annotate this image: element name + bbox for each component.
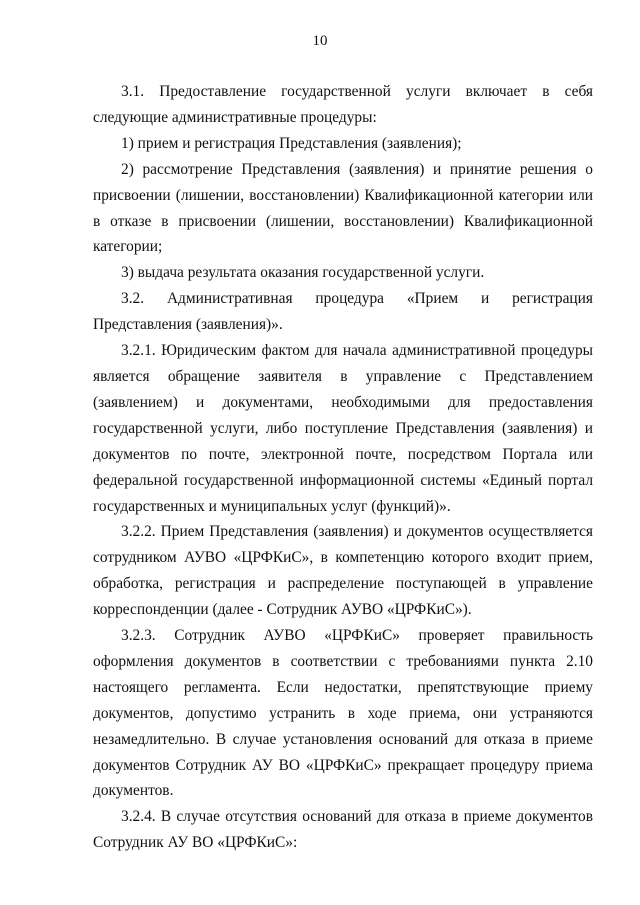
paragraph-3-2-2: 3.2.2. Прием Представления (заявления) и документов осуществляется сотрудником АУВО «ЦРФКиС», в компетенцию которого входит прием, обработка, регистрация и распределение поступающей в управление корреспонденции (далее - Сотрудник АУВО «ЦРФКиС»).: [93, 523, 593, 619]
paragraph-3-2-3: 3.2.3. Сотрудник АУВО «ЦРФКиС» проверяет правильность оформления документов в соответствии с требованиями пункта 2.10 настоящего регламента. Если недостатки, препятствующие приему документов, допустимо устранить в ходе приема, они устраняются незамедлительно. В случае установления оснований для отказа в приеме документов Сотрудник АУ ВО «ЦРФКиС» прекращает процедуру приема документов.: [93, 627, 593, 800]
paragraph-3-1: 3.1. Предоставление государственной услуги включает в себя следующие административные процедуры:: [93, 83, 593, 126]
list-item-2: 2) рассмотрение Представления (заявления) и принятие решения о присвоении (лишении, восстановлении) Квалификационной категории или в отказе в присвоении (лишении, восстановлении) Квалификационной категории;: [93, 160, 593, 256]
paragraph-3-2-4: 3.2.4. В случае отсутствия оснований для отказа в приеме документов Сотрудник АУ ВО «ЦРФКиС»:: [93, 808, 593, 852]
list-item-1: 1) прием и регистрация Представления (заявления);: [121, 134, 462, 152]
page-number: 10: [312, 33, 328, 49]
document-body: [93, 79, 593, 856]
paragraph-3-2-1: 3.2.1. Юридическим фактом для начала административной процедуры является обращение заявителя в управление с Представлением (заявлением) и документами, необходимыми для предоставления государственной услуги, либо поступление Представления (заявления) и документов по почте, электронной почте, посредством Портала или федеральной государственной информационной системы «Единый портал государственных и муниципальных услуг (функций)».: [93, 342, 593, 515]
paragraph-3-2: 3.2. Административная процедура «Прием и регистрация Представления (заявления)».: [93, 290, 593, 334]
list-item-3: 3) выдача результата оказания государственной услуги.: [121, 264, 485, 282]
